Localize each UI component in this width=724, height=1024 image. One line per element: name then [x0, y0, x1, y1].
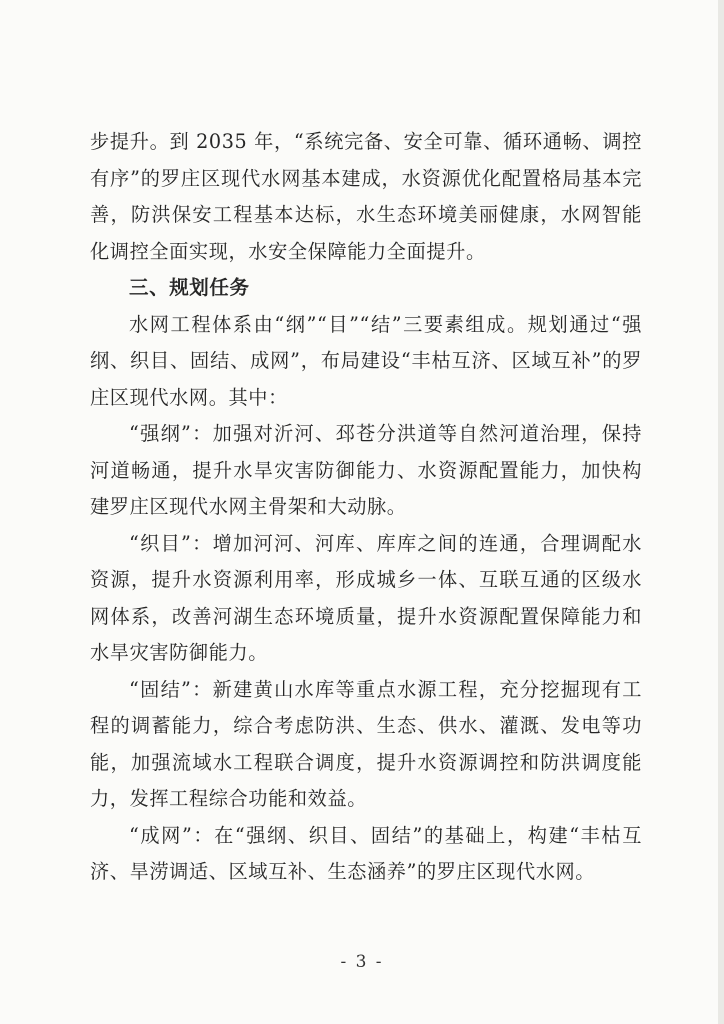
document-body	[90, 124, 642, 891]
paragraph-consolidate-nodes: “固结”：新建黄山水库等重点水源工程，充分挖掘现有工程的调蓄能力，综合考虑防洪、生态、供水、灌溉、发电等功能，加强流域水工程联合调度，提升水资源调控和防洪调度能力，发挥工程综合功能和效益。	[90, 677, 642, 810]
paragraph-water-network-system: 水网工程体系由“纲”“目”“结”三要素组成。规划通过“强纲、织目、固结、成网”，布局建设“丰枯互济、区域互补”的罗庄区现代水网。其中：	[90, 312, 642, 409]
page-number: - 3 -	[340, 952, 384, 972]
section-heading-planning-tasks: 三、规划任务	[129, 276, 250, 299]
paragraph-weave-network: “织目”：增加河河、河库、库库之间的连通，合理调配水资源，提升水资源利用率，形成城乡一体、互联互通的区级水网体系，改善河湖生态环境质量，提升水资源配置保障能力和水旱灾害防御能力。	[90, 531, 642, 664]
paragraph-goal-2035: 步提升。到 2035 年，“系统完备、安全可靠、循环通畅、调控有序”的罗庄区现代水网基本建成，水资源优化配置格局基本完善，防洪保安工程基本达标，水生态环境美丽健康，水网智能化调控全面实现，水安全保障能力全面提升。	[90, 130, 642, 263]
paragraph-strengthen-backbone: “强纲”：加强对沂河、邳苍分洪道等自然河道治理，保持河道畅通，提升水旱灾害防御能力、水资源配置能力，加快构建罗庄区现代水网主骨架和大动脉。	[90, 422, 642, 518]
scan-edge-shadow	[718, 0, 724, 1024]
paragraph-form-network: “成网”：在“强纲、织目、固结”的基础上，构建“丰枯互济、旱涝调适、区域互补、生态涵养”的罗庄区现代水网。	[90, 823, 642, 883]
